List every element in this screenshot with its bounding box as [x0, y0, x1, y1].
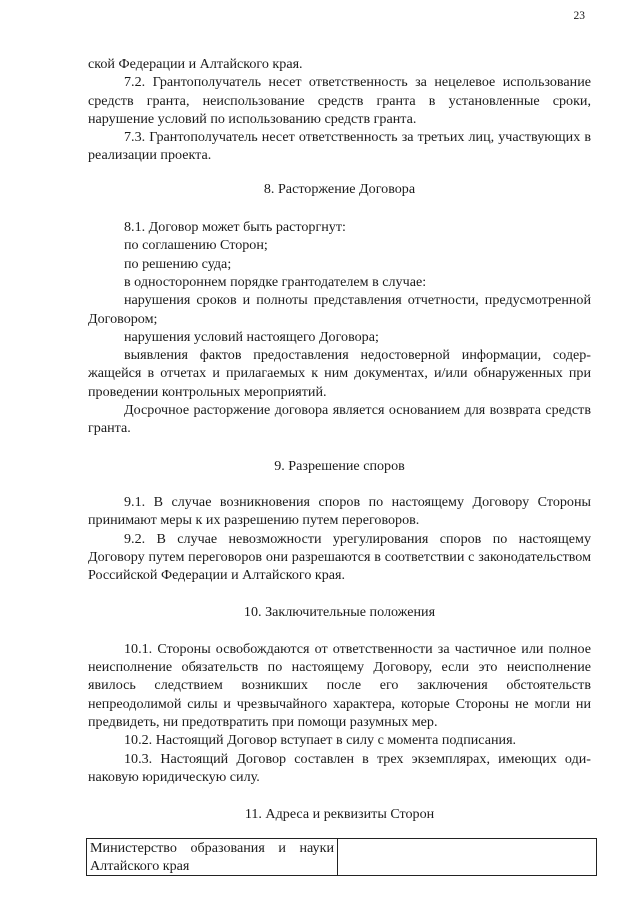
- paragraph-7-2: 7.2. Грантополучатель несет ответственность за нецелевое использование средств гранта, неиспользование средств гранта в установленные сроки, нарушение условий по использованию средств гранта.: [88, 74, 591, 127]
- paragraph-10-2: 10.2. Настоящий Договор вступает в силу с момента подписания.: [124, 732, 517, 749]
- section-heading-9: 9. Разрешение споров: [274, 457, 405, 474]
- paragraph-8-1: 8.1. Договор может быть расторгнут:: [124, 219, 346, 236]
- page-number: 23: [573, 10, 585, 22]
- list-item-unilateral: в одностороннем порядке грантодателем в случае:: [124, 273, 427, 290]
- paragraph-early-termination: Досрочное расторжение договора является основанием для возврата средств гранта.: [88, 402, 591, 437]
- table-row: [87, 839, 597, 876]
- list-item-by-court: по решению суда;: [124, 255, 232, 272]
- paragraph-10-3: 10.3. Настоящий Договор составлен в трех экземплярах, имеющих одинаковую юридическую силу.: [88, 750, 591, 785]
- paragraph-9-1: 9.1. В случае возникновения споров по настоящему Договору Стороны принимают меры к их разрешению путем переговоров.: [88, 493, 591, 529]
- section-heading-8: 8. Расторжение Договора: [263, 180, 416, 197]
- document-body: [88, 55, 591, 876]
- party-cell-ministry: Министерство образования и науки Алтайского края: [87, 839, 338, 876]
- paragraph-continuation: ской Федерации и Алтайского края.: [88, 56, 303, 72]
- paragraph-9-2: 9.2. В случае невозможности урегулирования споров по настоящему Договору путем переговоров они разрешаются в соответствии с законодательством Российской Федерации и Алтайского края.: [88, 530, 591, 584]
- list-item-by-agreement: по соглашению Сторон;: [124, 237, 268, 254]
- section-heading-10: 10. Заключительные положения: [243, 604, 436, 621]
- party-cell-grantee: [338, 839, 597, 876]
- paragraph-7-3: 7.3. Грантополучатель несет ответственность за третьих лиц, участвующих в реализации проекта.: [88, 129, 591, 164]
- list-item-reporting-violation: нарушения сроков и полноты представления отчетности, предусмотренной Договором;: [88, 292, 591, 327]
- section-heading-11: 11. Адреса и реквизиты Сторон: [244, 806, 435, 823]
- list-item-false-information: выявления фактов предоставления недостоверной информации, содержащейся в отчетах и прилагаемых к ним документах, и/или обнаруженных при проведении контрольных мероприятий.: [88, 347, 591, 400]
- list-item-terms-violation: нарушения условий настоящего Договора;: [124, 328, 379, 345]
- paragraph-10-1: 10.1. Стороны освобождаются от ответственности за частичное или полное неисполнение обязательств по настоящему Договору, если это неисполнение явилось следствием возникших после его заключения обстоятельств непреодолимой силы и чрезвычайного характера, которые Стороны не могли ни предвидеть, ни предотвратить при помощи разумных мер.: [88, 640, 591, 730]
- requisites-table: [86, 838, 597, 876]
